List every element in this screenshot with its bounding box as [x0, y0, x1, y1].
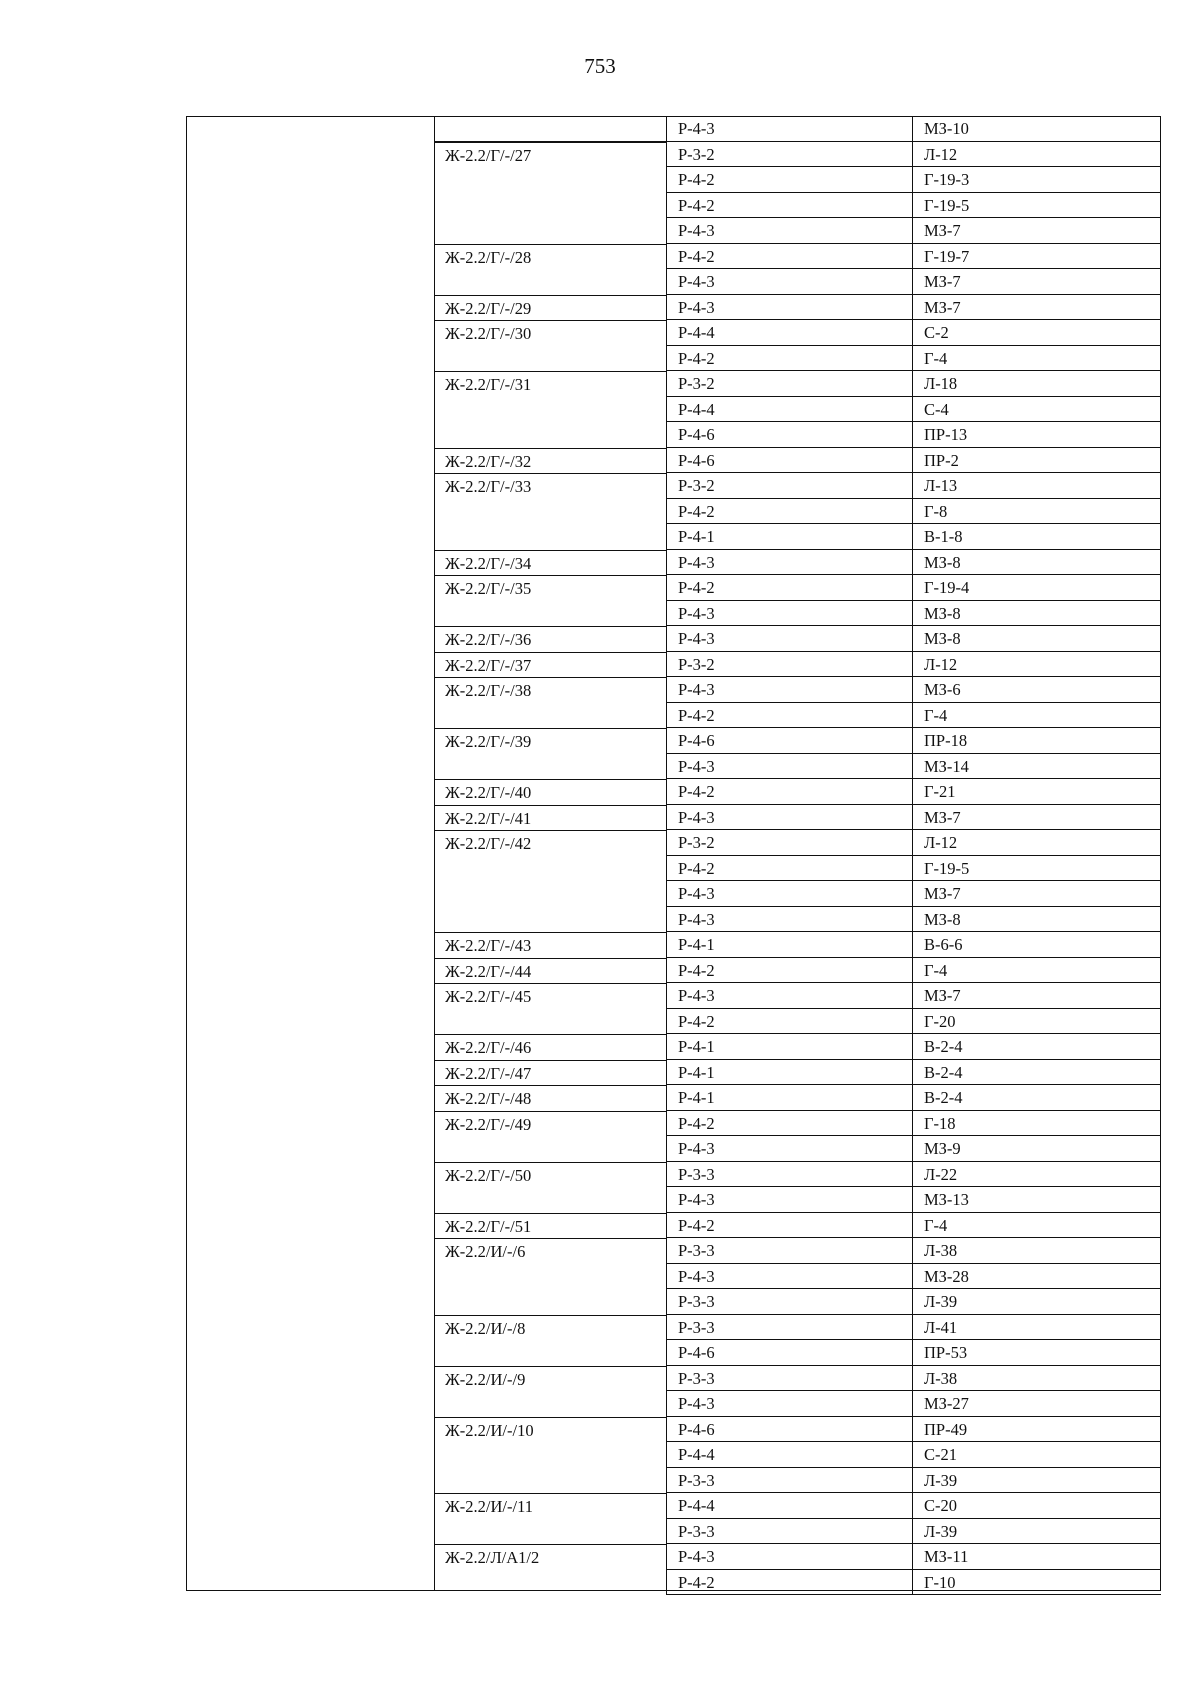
- r-code-cell: Р-4-2: [666, 244, 912, 270]
- r-code-cell: Р-4-3: [666, 218, 912, 244]
- value-cell: Л-12: [912, 830, 1161, 856]
- code-cell: [434, 1468, 666, 1494]
- r-code-cell: Р-4-3: [666, 1187, 912, 1213]
- r-code-cell: Р-3-3: [666, 1315, 912, 1341]
- code-cell: [434, 703, 666, 729]
- value-cell: Г-4: [912, 1213, 1161, 1239]
- r-code-cell: Р-4-4: [666, 320, 912, 346]
- r-code-cell: Р-4-3: [666, 626, 912, 652]
- value-cell: С-20: [912, 1493, 1161, 1519]
- r-code-cell: Р-3-2: [666, 473, 912, 499]
- code-cell: Ж-2.2/Г/-/43: [434, 932, 666, 958]
- r-code-cell: Р-3-3: [666, 1162, 912, 1188]
- value-cell: С-4: [912, 397, 1161, 423]
- code-cell: [434, 1136, 666, 1162]
- value-cell: В-2-4: [912, 1034, 1161, 1060]
- value-cell: МЗ-7: [912, 269, 1161, 295]
- value-cell: ПР-53: [912, 1340, 1161, 1366]
- r-code-cell: Р-3-2: [666, 830, 912, 856]
- value-cell: МЗ-28: [912, 1264, 1161, 1290]
- r-code-cell: Р-4-3: [666, 805, 912, 831]
- code-cell: Ж-2.2/И/-/6: [434, 1238, 666, 1264]
- r-code-cell: Р-4-1: [666, 1060, 912, 1086]
- code-cell: [434, 269, 666, 295]
- code-cell: [434, 524, 666, 550]
- code-cell: Ж-2.2/Г/-/42: [434, 830, 666, 856]
- r-code-cell: Р-4-1: [666, 524, 912, 550]
- value-cell: Г-4: [912, 958, 1161, 984]
- code-cell: Ж-2.2/Г/-/32: [434, 448, 666, 474]
- value-cell: Г-19-5: [912, 856, 1161, 882]
- code-cell: [434, 397, 666, 423]
- value-cell: МЗ-8: [912, 907, 1161, 933]
- code-cell: [434, 1570, 666, 1596]
- code-cell: Ж-2.2/Г/-/31: [434, 371, 666, 397]
- r-code-cell: Р-4-3: [666, 677, 912, 703]
- value-cell: МЗ-13: [912, 1187, 1161, 1213]
- code-cell: [434, 1187, 666, 1213]
- code-cell: Ж-2.2/Г/-/40: [434, 779, 666, 805]
- value-cell: МЗ-7: [912, 295, 1161, 321]
- code-cell: Ж-2.2/Г/-/48: [434, 1085, 666, 1111]
- r-code-cell: Р-4-2: [666, 703, 912, 729]
- r-code-cell: Р-3-3: [666, 1468, 912, 1494]
- value-cell: МЗ-9: [912, 1136, 1161, 1162]
- r-code-cell: Р-4-2: [666, 499, 912, 525]
- value-cell: Л-41: [912, 1315, 1161, 1341]
- code-cell: [434, 601, 666, 627]
- r-code-cell: Р-4-2: [666, 167, 912, 193]
- code-cell: Ж-2.2/Г/-/50: [434, 1162, 666, 1188]
- r-code-cell: Р-4-3: [666, 983, 912, 1009]
- value-cell: МЗ-27: [912, 1391, 1161, 1417]
- code-cell: Ж-2.2/И/-/11: [434, 1493, 666, 1519]
- code-cell: Ж-2.2/Г/-/45: [434, 983, 666, 1009]
- r-code-cell: Р-3-3: [666, 1289, 912, 1315]
- code-cell: Ж-2.2/Г/-/33: [434, 473, 666, 499]
- r-code-cell: Р-3-2: [666, 371, 912, 397]
- r-code-cell: Р-4-3: [666, 550, 912, 576]
- r-code-cell: Р-4-2: [666, 1213, 912, 1239]
- r-code-cell: Р-4-2: [666, 856, 912, 882]
- value-cell: МЗ-7: [912, 218, 1161, 244]
- r-code-cell: Р-4-6: [666, 1417, 912, 1443]
- r-code-cell: Р-4-4: [666, 1442, 912, 1468]
- value-cell: В-6-6: [912, 932, 1161, 958]
- code-cell: [434, 167, 666, 193]
- code-cell: Ж-2.2/И/-/9: [434, 1366, 666, 1392]
- code-cell: [434, 1009, 666, 1035]
- r-code-cell: Р-4-6: [666, 728, 912, 754]
- r-code-cell: Р-4-2: [666, 346, 912, 372]
- code-cell: Ж-2.2/Г/-/35: [434, 575, 666, 601]
- value-cell: В-2-4: [912, 1085, 1161, 1111]
- r-code-cell: Р-4-3: [666, 1544, 912, 1570]
- value-cell: Л-38: [912, 1366, 1161, 1392]
- r-code-cell: Р-4-2: [666, 1009, 912, 1035]
- code-cell: [434, 193, 666, 219]
- r-code-cell: Р-4-1: [666, 1085, 912, 1111]
- r-code-cell: Р-4-3: [666, 1264, 912, 1290]
- code-cell: [434, 881, 666, 907]
- r-code-cell: Р-4-6: [666, 422, 912, 448]
- r-code-cell: Р-4-2: [666, 575, 912, 601]
- value-cell: Л-38: [912, 1238, 1161, 1264]
- r-code-cell: Р-4-2: [666, 779, 912, 805]
- r-code-cell: Р-4-3: [666, 1391, 912, 1417]
- code-cell: Ж-2.2/Г/-/29: [434, 295, 666, 321]
- r-code-cell: Р-4-2: [666, 958, 912, 984]
- r-code-cell: Р-4-3: [666, 116, 912, 142]
- r-code-cell: Р-4-3: [666, 1136, 912, 1162]
- value-cell: Л-22: [912, 1162, 1161, 1188]
- code-cell: Ж-2.2/Л/А1/2: [434, 1544, 666, 1570]
- r-code-cell: Р-4-2: [666, 193, 912, 219]
- r-code-cell: Р-4-3: [666, 295, 912, 321]
- value-cell: МЗ-7: [912, 983, 1161, 1009]
- value-cell: Г-8: [912, 499, 1161, 525]
- code-cell: [434, 856, 666, 882]
- value-cell: Г-19-7: [912, 244, 1161, 270]
- value-cell: МЗ-8: [912, 550, 1161, 576]
- page-number: 753: [584, 54, 616, 78]
- value-cell: Л-39: [912, 1519, 1161, 1545]
- code-cell: Ж-2.2/Г/-/39: [434, 728, 666, 754]
- value-cell: Г-19-4: [912, 575, 1161, 601]
- r-code-cell: Р-4-6: [666, 448, 912, 474]
- value-cell: Г-4: [912, 346, 1161, 372]
- r-code-cell: Р-4-4: [666, 397, 912, 423]
- code-cell: [434, 1519, 666, 1545]
- code-cell: Ж-2.2/И/-/8: [434, 1315, 666, 1341]
- r-code-cell: Р-3-3: [666, 1366, 912, 1392]
- value-cell: Л-39: [912, 1468, 1161, 1494]
- code-cell: Ж-2.2/И/-/10: [434, 1417, 666, 1443]
- code-cell: Ж-2.2/Г/-/49: [434, 1111, 666, 1137]
- code-cell: [434, 499, 666, 525]
- value-cell: Г-18: [912, 1111, 1161, 1137]
- code-cell: [434, 1340, 666, 1366]
- r-code-cell: Р-4-2: [666, 1570, 912, 1596]
- code-cell: Ж-2.2/Г/-/37: [434, 652, 666, 678]
- r-code-cell: Р-4-3: [666, 754, 912, 780]
- code-cell: [434, 218, 666, 244]
- value-cell: В-2-4: [912, 1060, 1161, 1086]
- value-cell: МЗ-8: [912, 626, 1161, 652]
- r-code-cell: Р-4-3: [666, 881, 912, 907]
- code-cell: Ж-2.2/Г/-/28: [434, 244, 666, 270]
- code-cell: Ж-2.2/Г/-/44: [434, 958, 666, 984]
- value-cell: МЗ-8: [912, 601, 1161, 627]
- r-code-cell: Р-4-3: [666, 907, 912, 933]
- value-cell: Л-12: [912, 142, 1161, 168]
- value-cell: Л-18: [912, 371, 1161, 397]
- code-cell: Ж-2.2/Г/-/47: [434, 1060, 666, 1086]
- value-cell: Л-39: [912, 1289, 1161, 1315]
- r-code-cell: Р-3-3: [666, 1519, 912, 1545]
- value-cell: Г-21: [912, 779, 1161, 805]
- r-code-cell: Р-4-2: [666, 1111, 912, 1137]
- value-cell: ПР-13: [912, 422, 1161, 448]
- code-cell: [434, 346, 666, 372]
- value-cell: МЗ-10: [912, 116, 1161, 142]
- value-cell: Л-13: [912, 473, 1161, 499]
- r-code-cell: Р-3-2: [666, 142, 912, 168]
- code-cell: [434, 1442, 666, 1468]
- value-cell: МЗ-11: [912, 1544, 1161, 1570]
- value-cell: Л-12: [912, 652, 1161, 678]
- value-cell: Г-4: [912, 703, 1161, 729]
- value-cell: МЗ-7: [912, 881, 1161, 907]
- code-cell: Ж-2.2/Г/-/30: [434, 320, 666, 346]
- value-cell: ПР-2: [912, 448, 1161, 474]
- code-cell: Ж-2.2/Г/-/41: [434, 805, 666, 831]
- code-cell: [434, 1264, 666, 1290]
- code-cell: [434, 116, 666, 142]
- code-cell: [434, 754, 666, 780]
- code-cell: [434, 422, 666, 448]
- value-cell: ПР-49: [912, 1417, 1161, 1443]
- code-cell: [434, 1391, 666, 1417]
- value-cell: Г-19-3: [912, 167, 1161, 193]
- value-cell: В-1-8: [912, 524, 1161, 550]
- r-code-cell: Р-4-1: [666, 1034, 912, 1060]
- r-code-cell: Р-4-1: [666, 932, 912, 958]
- code-cell: Ж-2.2/Г/-/38: [434, 677, 666, 703]
- value-cell: С-2: [912, 320, 1161, 346]
- r-code-cell: Р-3-2: [666, 652, 912, 678]
- value-cell: Г-20: [912, 1009, 1161, 1035]
- value-cell: С-21: [912, 1442, 1161, 1468]
- code-cell: [434, 1289, 666, 1315]
- r-code-cell: Р-4-3: [666, 269, 912, 295]
- r-code-cell: Р-4-6: [666, 1340, 912, 1366]
- value-cell: МЗ-7: [912, 805, 1161, 831]
- code-cell: Ж-2.2/Г/-/36: [434, 626, 666, 652]
- code-cell: Ж-2.2/Г/-/46: [434, 1034, 666, 1060]
- code-cell: [434, 907, 666, 933]
- r-code-cell: Р-4-3: [666, 601, 912, 627]
- r-code-cell: Р-4-4: [666, 1493, 912, 1519]
- code-cell: Ж-2.2/Г/-/51: [434, 1213, 666, 1239]
- code-cell: Ж-2.2/Г/-/27: [434, 142, 666, 168]
- value-cell: Г-19-5: [912, 193, 1161, 219]
- value-cell: МЗ-6: [912, 677, 1161, 703]
- value-cell: ПР-18: [912, 728, 1161, 754]
- value-cell: МЗ-14: [912, 754, 1161, 780]
- r-code-cell: Р-3-3: [666, 1238, 912, 1264]
- value-cell: Г-10: [912, 1570, 1161, 1596]
- code-cell: Ж-2.2/Г/-/34: [434, 550, 666, 576]
